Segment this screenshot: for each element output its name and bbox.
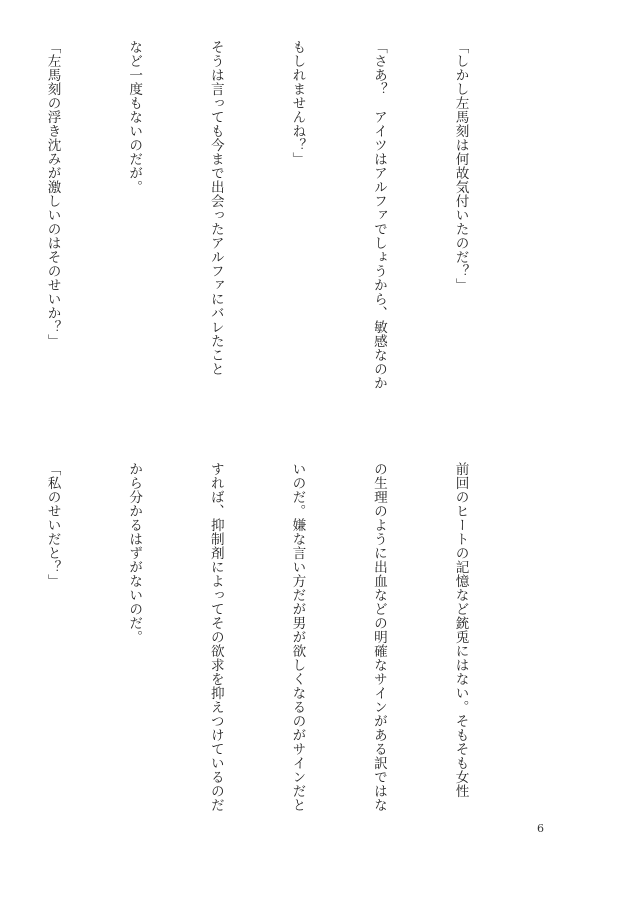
- text-line: いのだ。嫌な言い方だが男が欲しくなるのがサインだと: [289, 462, 306, 812]
- text-line: 「私のせいだと？」: [44, 462, 61, 588]
- text-line: もしれませんね？」: [289, 40, 306, 166]
- text-block-bottom: [44, 462, 528, 854]
- text-line: 「しかし左馬刻は何故気付いたのだ？」: [452, 40, 469, 292]
- text-line: の生理のように出血などの明確なサインがある訳ではな: [370, 462, 387, 812]
- text-block-top: [44, 40, 528, 432]
- text-line: そうは言っても今まで出会ったアルファにバレたこと: [207, 40, 224, 376]
- page-number: 6: [537, 822, 544, 835]
- text-line: 前回のヒートの記憶など銃兎にはない。そもそも女性: [452, 462, 469, 798]
- text-line: など一度もないのだが。: [126, 40, 143, 194]
- text-line: 「さあ？ アイツはアルファでしょうから、敏感なのか: [370, 40, 387, 390]
- text-line: すれば、抑制剤によってその欲求を抑えつけているのだ: [207, 462, 224, 812]
- text-line: から分かるはずがないのだ。: [126, 462, 143, 644]
- text-line: 「左馬刻の浮き沈みが激しいのはそのせいか？」: [44, 40, 61, 348]
